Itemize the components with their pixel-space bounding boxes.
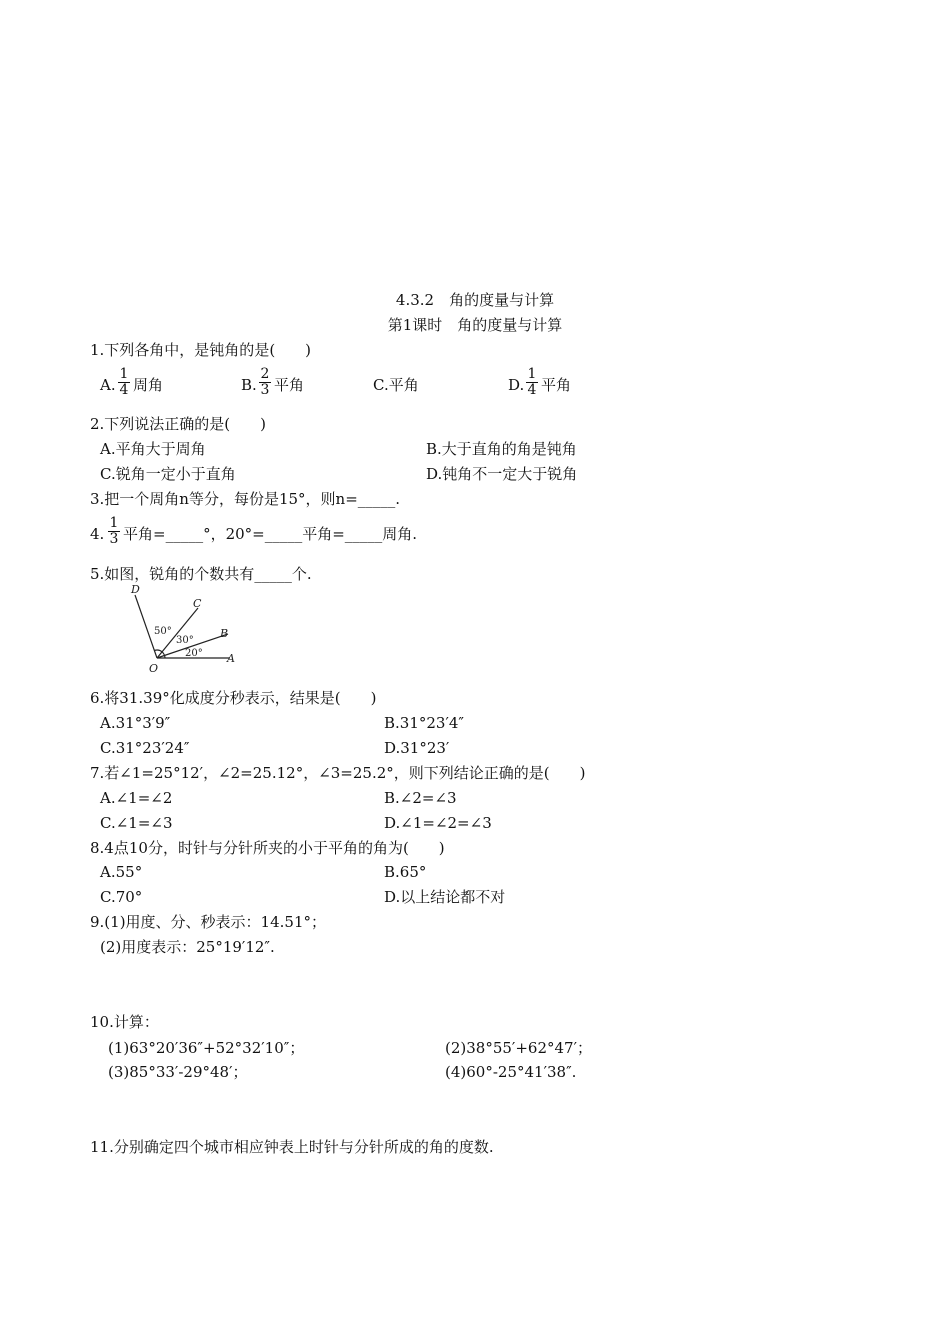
- q1-option-a-fraction: 1 4: [119, 366, 129, 398]
- label-o: O: [149, 662, 159, 675]
- q2-option-c: C.锐角一定小于直角: [100, 465, 236, 483]
- page-title: 4.3.2 角的度量与计算: [395, 291, 555, 309]
- q6-option-a: A.31°3′9″: [100, 714, 171, 732]
- q8-option-d: D.以上结论都不对: [384, 888, 506, 906]
- q1-option-b-fraction: 2 3: [260, 366, 270, 398]
- q8-option-b: B.65°: [384, 863, 427, 881]
- angle-arc-cod: [154, 650, 162, 652]
- q2-option-a: A.平角大于周角: [100, 440, 206, 458]
- q5-stem: 5.如图，锐角的个数共有_____个.: [90, 565, 312, 583]
- label-a: A: [227, 652, 235, 665]
- q10-part4: (4)60°-25°41′38″.: [445, 1063, 577, 1081]
- q2-option-d: D.钝角不一定大于锐角: [426, 465, 578, 483]
- q2-option-b: B.大于直角的角是钝角: [426, 440, 577, 458]
- label-c: C: [193, 597, 202, 610]
- angle-label-20: 20°: [185, 648, 203, 659]
- q7-stem: 7.若∠1=25°12′，∠2=25.12°，∠3=25.2°，则下列结论正确的是( ): [90, 764, 586, 782]
- q6-option-b: B.31°23′4″: [384, 714, 465, 732]
- q3-stem: 3.把一个周角n等分，每份是15°，则n=_____.: [90, 490, 401, 508]
- angle-label-30: 30°: [176, 635, 194, 646]
- angle-figure: [120, 582, 250, 676]
- q2-stem: 2.下列说法正确的是( ): [90, 415, 267, 433]
- page-subtitle: 第1课时 角的度量与计算: [387, 316, 563, 334]
- q9-part2: (2)用度表示：25°19′12″.: [100, 938, 275, 956]
- q8-stem: 8.4点10分，时针与分针所夹的小于平角的角为( ): [90, 839, 445, 857]
- q6-stem: 6.将31.39°化成度分秒表示，结果是( ): [90, 689, 377, 707]
- q7-option-b: B.∠2=∠3: [384, 789, 457, 807]
- q1-stem: 1.下列各角中，是钝角的是( ): [90, 341, 312, 359]
- q1-option-d-fraction: 1 4: [527, 366, 537, 398]
- q10-part1: (1)63°20′36″+52°32′10″；: [108, 1039, 305, 1057]
- q10-part3: (3)85°33′-29°48′；: [108, 1063, 248, 1081]
- q4-fraction: 1 3: [109, 515, 119, 547]
- q8-option-c: C.70°: [100, 888, 143, 906]
- label-d: D: [131, 583, 140, 596]
- angle-label-50: 50°: [154, 626, 172, 637]
- angle-arc-aob: [165, 655, 166, 658]
- angle-arc-boc: [162, 652, 164, 656]
- q8-option-a: A.55°: [100, 863, 143, 881]
- q10-part2: (2)38°55′+62°47′；: [445, 1039, 592, 1057]
- q10-stem: 10.计算：: [90, 1013, 159, 1031]
- q7-option-a: A.∠1=∠2: [100, 789, 173, 807]
- label-b: B: [220, 627, 229, 640]
- q1-option-c: C.平角: [373, 376, 419, 394]
- q11-stem: 11.分别确定四个城市相应钟表上时针与分针所成的角的度数.: [90, 1138, 494, 1156]
- q7-option-d: D.∠1=∠2=∠3: [384, 814, 492, 832]
- q6-option-d: D.31°23′: [384, 739, 450, 757]
- q9-stem: 9.(1)用度、分、秒表示：14.51°；: [90, 913, 327, 931]
- q6-option-c: C.31°23′24″: [100, 739, 190, 757]
- q7-option-c: C.∠1=∠3: [100, 814, 173, 832]
